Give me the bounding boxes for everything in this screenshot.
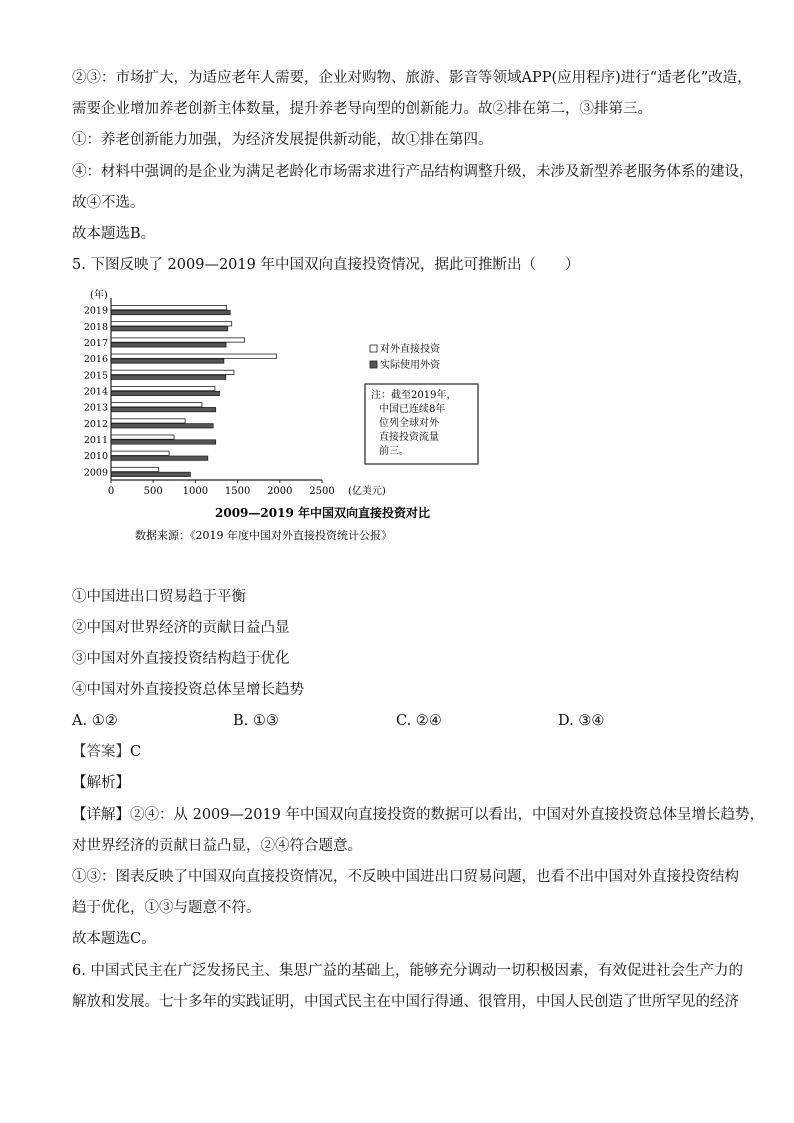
bar-actual-foreign-investment — [111, 456, 208, 460]
legend-inward: 实际使用外资 — [380, 360, 440, 371]
bar-outward-investment — [111, 354, 277, 358]
bar-actual-foreign-investment — [111, 407, 216, 411]
paragraph-line: ②③：市场扩大，为适应老年人需要，企业对购物、旅游、影音等领域APP(应用程序)进行“适老化”改造， — [72, 70, 752, 86]
choice-a: A. ①② — [72, 713, 118, 729]
paragraph-line: 故④不选。 — [72, 195, 145, 211]
bar-outward-investment — [111, 451, 169, 455]
note-line: 注：截至2019年， — [371, 390, 457, 401]
option-item: ④中国对外直接投资总体呈增长趋势 — [72, 682, 304, 698]
bar-actual-foreign-investment — [111, 343, 226, 347]
x-axis-label: (亿美元) — [348, 486, 386, 497]
y-tick-label: 2019 — [83, 305, 108, 317]
y-tick-label: 2014 — [83, 386, 108, 398]
y-tick-label: 2013 — [83, 402, 108, 414]
bar-actual-foreign-investment — [111, 472, 190, 476]
choice-b: B. ①③ — [233, 713, 279, 729]
note-line: 位列全球对外 — [379, 418, 439, 429]
bar-actual-foreign-investment — [111, 359, 224, 363]
detail-text: ②④：从 2009—2019 年中国双向直接投资的数据可以看出，中国对外直接投资总体呈增长趋势， — [130, 807, 765, 823]
y-tick-label: 2009 — [83, 467, 108, 479]
option-item: ③中国对外直接投资结构趋于优化 — [72, 651, 290, 667]
y-tick-label: 2017 — [83, 337, 108, 349]
bar-actual-foreign-investment — [111, 310, 230, 314]
answer-tag: 【答案】 — [72, 744, 130, 760]
paragraph-line: 趋于优化，①③与题意不符。 — [72, 900, 261, 916]
answer-line — [72, 742, 141, 762]
y-tick-label: 2016 — [83, 354, 108, 366]
y-tick-label: 2012 — [83, 418, 108, 430]
y-tick-label: 2015 — [83, 370, 108, 382]
detail-line — [72, 805, 764, 825]
paragraph-line: 解放和发展。七十多年的实践证明，中国式民主在中国行得通、很管用，中国人民创造了世所罕见的经济 — [72, 994, 739, 1010]
choice-c: C. ②④ — [396, 713, 442, 729]
investment-bar-chart — [80, 284, 500, 546]
bar-outward-investment — [111, 370, 234, 374]
y-tick-label: 2010 — [83, 451, 108, 463]
paragraph-line: ①③：图表反映了中国双向直接投资情况，不反映中国进出口贸易问题，也看不出中国对外直接投资结构 — [72, 869, 739, 885]
detail-tag: 【详解】 — [72, 807, 130, 823]
chart-title: 2009—2019 年中国双向直接投资对比 — [215, 506, 430, 520]
bar-actual-foreign-investment — [111, 327, 228, 331]
x-tick-label: 0 — [107, 486, 115, 497]
x-tick-label: 500 — [143, 486, 163, 497]
conclusion-text: 故本题选C。 — [72, 931, 156, 947]
legend-swatch-outward — [370, 345, 377, 352]
bar-outward-investment — [111, 403, 202, 407]
choice-d: D. ③④ — [558, 713, 605, 729]
y-axis-label: (年) — [90, 290, 108, 301]
bar-outward-investment — [111, 305, 227, 309]
legend-outward: 对外直接投资 — [380, 344, 440, 355]
option-item: ①中国进出口贸易趋于平衡 — [72, 589, 246, 605]
bar-outward-investment — [111, 435, 174, 439]
question-6-stem: 6. 中国式民主在广泛发扬民主、集思广益的基础上，能够充分调动一切积极因素，有效促进社会生产力的 — [72, 963, 743, 979]
note-line: 直接投资流量 — [379, 432, 439, 443]
x-tick-label: 2000 — [267, 486, 293, 497]
conclusion-text: 故本题选B。 — [72, 226, 156, 242]
bar-outward-investment — [111, 322, 232, 326]
paragraph-line: 需要企业增加养老创新主体数量，提升养老导向型的创新能力。故②排在第二，③排第三。 — [72, 101, 652, 117]
bar-actual-foreign-investment — [111, 440, 216, 444]
bar-actual-foreign-investment — [111, 391, 219, 395]
paragraph-line: ④：材料中强调的是企业为满足老龄化市场需求进行产品结构调整升级，未涉及新型养老服务体系的建设， — [72, 164, 754, 180]
analysis-tag: 【解析】 — [72, 775, 130, 791]
x-tick-label: 2500 — [309, 486, 335, 497]
paragraph-line: ①：养老创新能力加强，为经济发展提供新动能，故①排在第四。 — [72, 132, 493, 148]
paragraph-line: 对世界经济的贡献日益凸显，②④符合题意。 — [72, 838, 362, 854]
bar-outward-investment — [111, 386, 215, 390]
bar-outward-investment — [111, 419, 185, 423]
bar-actual-foreign-investment — [111, 424, 213, 428]
y-tick-label: 2011 — [83, 435, 108, 447]
bar-actual-foreign-investment — [111, 375, 226, 379]
x-tick-label: 1000 — [182, 486, 209, 497]
chart-source: 数据来源：《2019 年度中国对外直接投资统计公报》 — [135, 529, 392, 542]
bar-outward-investment — [111, 467, 159, 471]
question-5-stem: 5. 下图反映了 2009—2019 年中国双向直接投资情况，据此可推断出（ ） — [72, 257, 580, 273]
option-item: ②中国对世界经济的贡献日益凸显 — [72, 620, 290, 636]
answer-value: C — [130, 744, 142, 760]
note-line: 前三。 — [379, 446, 409, 457]
x-tick-label: 1500 — [224, 486, 251, 497]
y-tick-label: 2018 — [83, 321, 108, 333]
bar-outward-investment — [111, 338, 245, 342]
note-line: 中国已连续8年 — [379, 404, 446, 415]
legend-swatch-inward — [370, 361, 377, 368]
